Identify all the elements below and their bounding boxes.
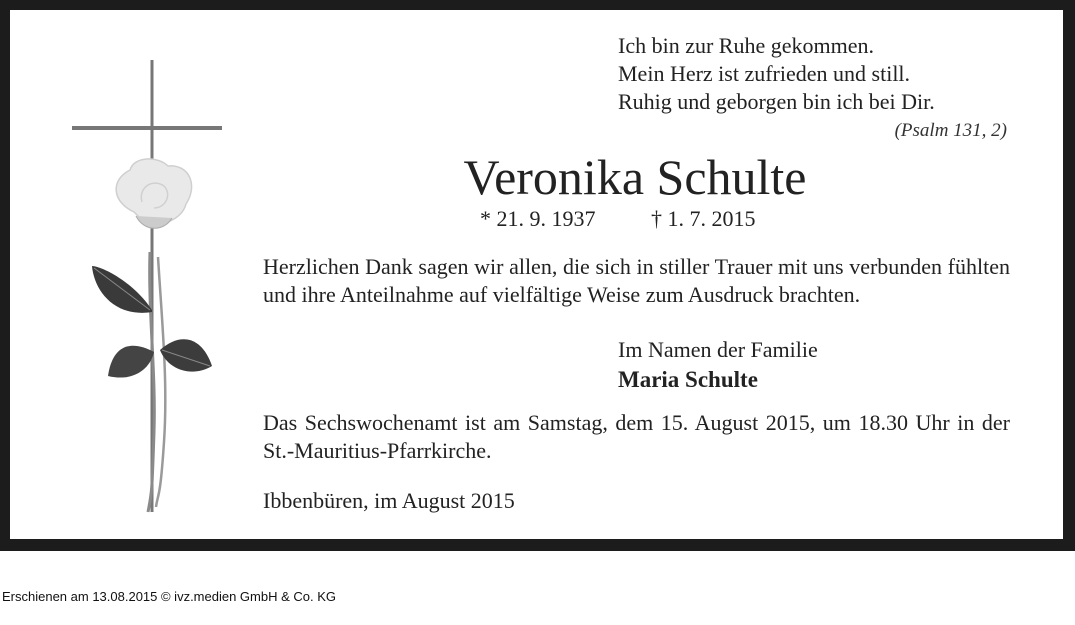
- obituary-card: [10, 10, 1063, 539]
- publication-footer: Erschienen am 13.08.2015 © ivz.medien GmbH & Co. KG: [2, 589, 337, 604]
- life-dates: [480, 206, 880, 232]
- verse-source: (Psalm 131, 2): [894, 120, 1007, 141]
- service-paragraph: Das Sechswochenamt ist am Samstag, dem 15. August 2015, um 18.30 Uhr in der St.-Mauritius-Pfarrkirche.: [263, 410, 1010, 463]
- verse-line: Mein Herz ist zufrieden und still.: [618, 61, 911, 86]
- rose-icon: [92, 159, 212, 512]
- place-and-date: Ibbenbüren, im August 2015: [263, 488, 515, 513]
- verse-line: Ruhig und geborgen bin ich bei Dir.: [618, 89, 935, 114]
- deceased-name: Veronika Schulte: [463, 149, 807, 205]
- cross-icon: [72, 60, 222, 512]
- family-signature-block: [618, 335, 1018, 395]
- death-date: † 1. 7. 2015: [651, 206, 756, 231]
- cross-and-rose-illustration: [72, 52, 232, 522]
- bible-verse: [618, 32, 1038, 116]
- verse-line: Ich bin zur Ruhe gekommen.: [618, 33, 874, 58]
- family-signature: Maria Schulte: [618, 367, 758, 392]
- thanks-paragraph: Herzlichen Dank sagen wir allen, die sich in stiller Trauer mit uns verbunden fühlten und ihre Anteilnahme auf vielfältige Weise zum Ausdruck brachten.: [263, 254, 1010, 307]
- birth-date: * 21. 9. 1937: [480, 206, 596, 231]
- family-intro: Im Namen der Familie: [618, 337, 818, 362]
